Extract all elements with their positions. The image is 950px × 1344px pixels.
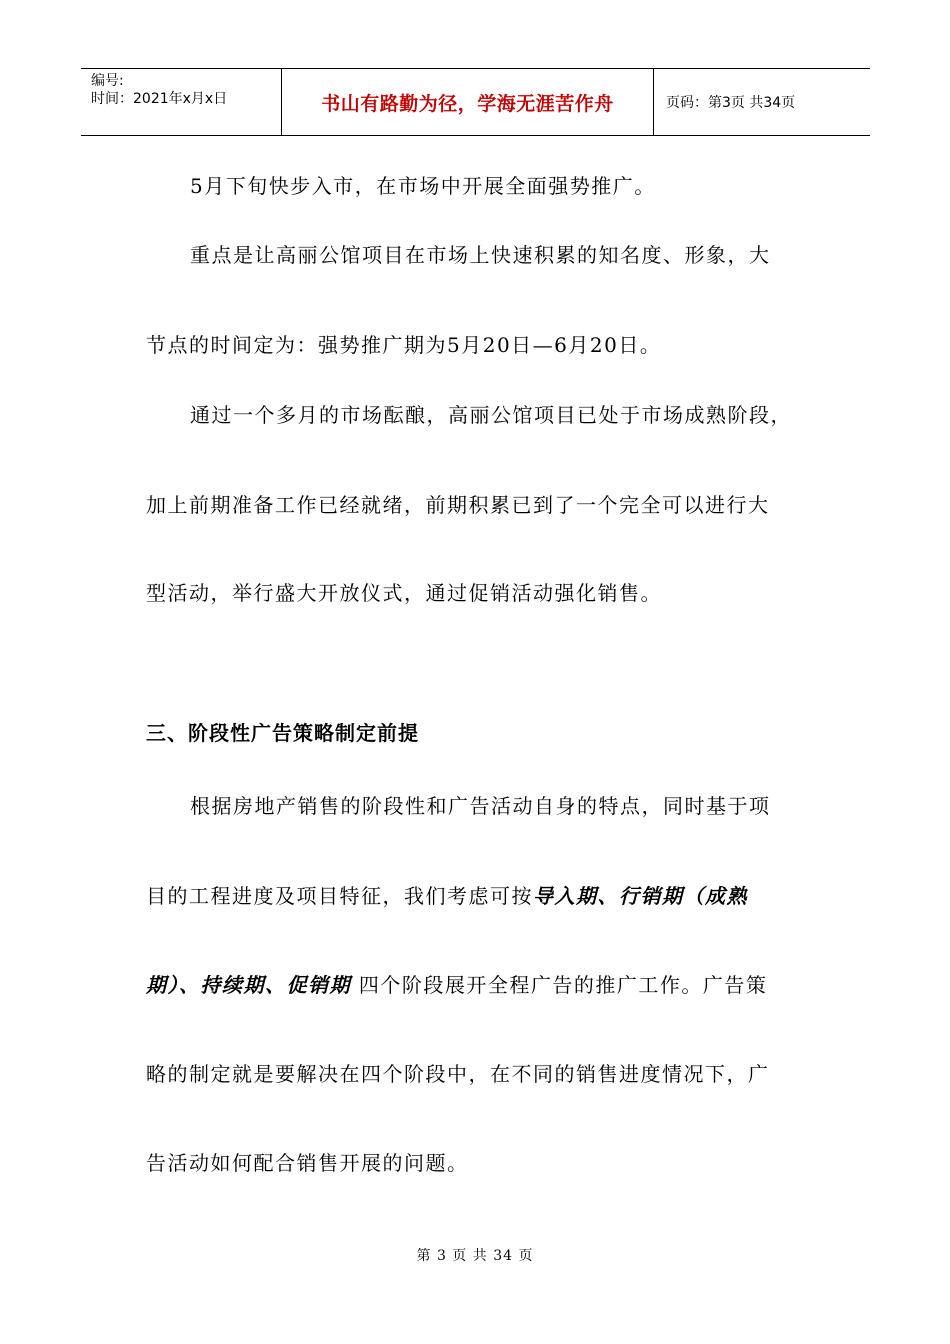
section-heading: 三、阶段性广告策略制定前提	[146, 721, 419, 745]
paragraph-strategy-line3	[146, 972, 767, 998]
phase-names-emphasis-continued: 期）、持续期、促销期	[146, 973, 351, 997]
paragraph-market-entry: 5月下旬快步入市，在市场中开展全面强势推广。	[190, 174, 656, 198]
paragraph-focus-line1: 重点是让高丽公馆项目在市场上快速积累的知名度、形象，大	[190, 243, 771, 267]
paragraph-maturity-line1: 通过一个多月的市场酝酿，高丽公馆项目已处于市场成熟阶段，	[190, 403, 792, 427]
header-motto: 书山有路勤为径，学海无涯苦作舟	[321, 93, 614, 115]
document-number-label: 编号:	[91, 73, 124, 89]
page-header	[81, 68, 870, 136]
header-page-cell	[654, 69, 870, 135]
header-page-info: 页码：第3页 共34页	[666, 95, 796, 111]
strategy-line3-text: 四个阶段展开全程广告的推广工作。广告策	[351, 973, 768, 997]
document-time: 时间：2021年x月x日	[91, 91, 228, 107]
paragraph-strategy-line5: 告活动如何配合销售开展的问题。	[146, 1151, 469, 1175]
paragraph-focus-line2: 节点的时间定为：强势推广期为5月20日—6月20日。	[146, 333, 662, 357]
phase-names-emphasis: 导入期、行销期（成熟	[533, 884, 748, 908]
paragraph-maturity-line3: 型活动，举行盛大开放仪式，通过促销活动强化销售。	[146, 581, 662, 605]
page-footer: 第 3 页 共 34 页	[416, 1248, 534, 1264]
paragraph-strategy-line2	[146, 883, 748, 909]
paragraph-strategy-line1: 根据房地产销售的阶段性和广告活动自身的特点，同时基于项	[190, 794, 771, 818]
header-motto-cell	[282, 69, 654, 135]
paragraph-maturity-line2: 加上前期准备工作已经就绪，前期积累已到了一个完全可以进行大	[146, 493, 770, 517]
paragraph-strategy-line4: 略的制定就是要解决在四个阶段中，在不同的销售进度情况下，广	[146, 1062, 770, 1086]
strategy-line2-text: 目的工程进度及项目特征，我们考虑可按	[146, 884, 533, 908]
header-meta-cell	[81, 69, 282, 135]
